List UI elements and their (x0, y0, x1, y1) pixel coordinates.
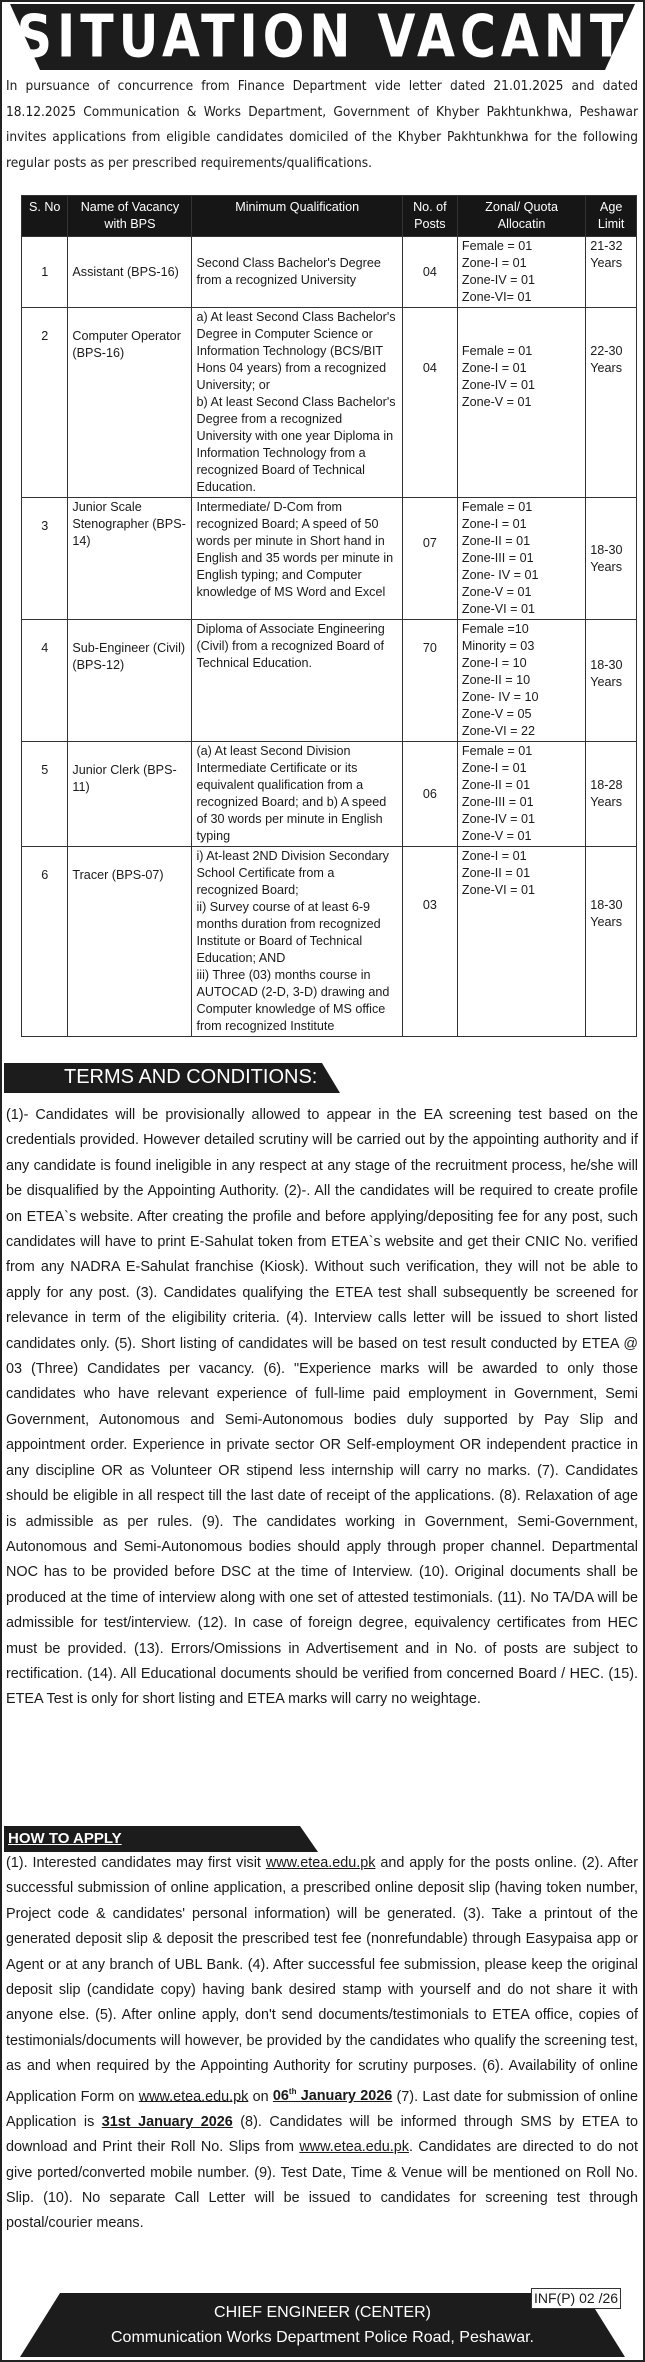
apply-text-part: (1). Interested candidates may first visit (6, 1855, 266, 1871)
cell-name: Junior Clerk (BPS-11) (68, 742, 192, 847)
table-row (22, 742, 637, 847)
cell-age: 21-32 Years (586, 237, 637, 308)
col-header-qualification: Minimum Qualification (192, 196, 402, 237)
col-header-zones: Zonal/ Quota Allocatin (457, 196, 585, 237)
cell-zones: Female =10 Minority = 03 Zone-I = 10 Zone-II = 10 Zone- IV = 10 Zone-V = 05 Zone-VI = 22 (457, 620, 585, 742)
cell-sno: 2 (22, 308, 68, 498)
cell-sno: 4 (22, 620, 68, 742)
col-header-sno: S. No (22, 196, 68, 237)
cell-zones: Female = 01 Zone-I = 01 Zone-IV = 01 Zone-VI= 01 (457, 237, 585, 308)
cell-posts: 07 (402, 498, 457, 620)
apply-heading: HOW TO APPLY (8, 1830, 122, 1847)
table-row (22, 620, 637, 742)
cell-qualification: a) At least Second Class Bachelor's Degree in Computer Science or Information Technology (BCS/BIT Hons 04 years) from a recognized University; or b) At least Second Class Bachelor's Degree from a recognized University with one year Diploma in Information Technology from a recognized Board of Technical Education. (192, 308, 402, 498)
cell-age: 18-30 Years (586, 498, 637, 620)
cell-posts: 04 (402, 237, 457, 308)
opening-date (273, 2088, 392, 2104)
cell-name: Tracer (BPS-07) (68, 847, 192, 1037)
cell-name: Computer Operator (BPS-16) (68, 308, 192, 498)
opening-date-month: January 2026 (296, 2088, 393, 2105)
header-banner (10, 4, 635, 70)
cell-age: 18-28 Years (586, 742, 637, 847)
cell-zones: Zone-I = 01 Zone-II = 01 Zone-VI = 01 (457, 847, 585, 1037)
terms-heading: TERMS AND CONDITIONS: (64, 1066, 318, 1088)
apply-text (6, 1851, 638, 2237)
cell-age: 18-30 Years (586, 620, 637, 742)
apply-text-part: (8). Candidates will be informed through SMS by ETEA to download and Print their Roll No. Slips from (6, 2113, 639, 2156)
cell-qualification: Diploma of Associate Engineering (Civil) from a recognized Board of Technical Education. (192, 620, 402, 742)
cell-qualification: i) At-least 2ND Division Secondary School Certificate from a recognized Board; ii) Survey course of at least 6-9 months duration from recognized Institute or Board of Technical Education; AND iii) Three (03) months course in AUTOCAD (2-D, 3-D) drawing and Computer knowledge of MS office from recognized Institute (192, 847, 402, 1037)
col-header-name: Name of Vacancy with BPS (68, 196, 192, 237)
terms-heading-banner (4, 1063, 344, 1093)
cell-zones: Female = 01 Zone-I = 01 Zone-IV = 01 Zone-V = 01 (457, 308, 585, 498)
opening-date-day: 06 (272, 2088, 289, 2105)
apply-text-part: . Candidates are directed to do not give ported/converted mobile number. (9). Test Date, Time & Venue will be mentioned on Roll No. Slip. (10). No separate Call Letter will be issued to candidates for screening test through postal/courier means. (6, 2139, 638, 2232)
cell-sno: 1 (22, 237, 68, 308)
cell-zones: Female = 01 Zone-I = 01 Zone-II = 01 Zone-III = 01 Zone- IV = 01 Zone-V = 01 Zone-VI = 01 (457, 498, 585, 620)
table-header-row (22, 196, 637, 237)
cell-age: 22-30 Years (586, 308, 637, 498)
cell-sno: 6 (22, 847, 68, 1037)
cell-sno: 5 (22, 742, 68, 847)
page-title: SITUATION VACANT (16, 2, 629, 71)
cell-posts: 70 (402, 620, 457, 742)
last-date: 31st January 2026 (101, 2113, 233, 2130)
terms-text: (1)- Candidates will be provisionally allowed to appear in the EA screening test based on the credentials provided. However detailed scrutiny will be carried out by the appointing authority and if any candidate is found ineligible in any respect at any stage of the recruitment process, he/she will be disqualified by the Appointing Authority. (2)-. All the candidates will be required to create profile on ETEA`s website. After creating the profile and before applying/depositing fee for any post, such candidates will have to print E-Sahulat token from ETEA`s website and get their CNIC No. verified from any NADRA E-Sahulat franchise (Kiosk). Without such verification, they will not be able to apply for any post. (3). Candidates qualifying the ETEA test shall subsequently be screened for relevance in term of the eligibility criteria. (4). Interview calls letter will be issued to short listed candidates only. (5). Short listing of candidates will be based on test result conducted by ETEA @ 03 (Three) Candidates per vacancy. (6). "Experience marks will be awarded to only those candidates who have relevant experience of full-lime paid employment in Government, Semi Government, Autonomous and Semi-Autonomous bodies duly supported by Pay Slip and appointment order. Experience in private sector OR Self-employment OR independent practice in any discipline OR as Volunteer OR stipend less internship will carry no marks. (7). Candidates should be eligible in all respect till the last date of receipt of the applications. (8). Relaxation of age is admissible as per rules. (9). The candidates working in Government, Semi-Government, Autonomous and Semi-Autonomous bodies should apply through proper channel. Departmental NOC has to be provided before DSC at the time of Interview. (10). Original documents shall be produced at the time of interview along with one set of attested testimonials. (11). No TA/DA will be admissible for test/interview. (12). In case of foreign degree, equivalency certificates from HEC must be provided. (13). Errors/Omissions in Advertisement and in No. of posts are subject to rectification. (14). All Educational documents should be verified from concerned Board / HEC. (15). ETEA Test is only for short listing and ETEA marks will carry no weightage. (6, 1107, 638, 1708)
cell-posts: 03 (402, 847, 457, 1037)
table-row (22, 847, 637, 1037)
cell-sno: 3 (22, 498, 68, 620)
cell-qualification: Intermediate/ D-Com from recognized Board; A speed of 50 words per minute in Short hand in English and 35 words per minute in English typing; and Computer knowledge of MS Word and Excel (192, 498, 402, 620)
cell-qualification: (a) At least Second Division Intermediate Certificate or its equivalent qualification from a recognized Board; and b) A speed of 30 words per minute in English typing (192, 742, 402, 847)
etea-link[interactable]: www.etea.edu.pk (299, 2139, 409, 2156)
intro-paragraph: In pursuance of concurrence from Finance Department vide letter dated 21.01.2025 and dated 18.12.2025 Communication & Works Department, Government of Khyber Pakhtunkhwa, Peshawar invites applications from eligible candidates domiciled of the Khyber Pakhtunkhwa for the following regular posts as per prescribed requirements/qualifications. (6, 78, 638, 171)
table-row (22, 237, 637, 308)
apply-text-part: (7). Last date for submission of online Application is (6, 2088, 638, 2130)
apply-text-part: and apply for the posts online. (2). After successful submission of online application, a prescribed online deposit slip (having token number, Project code & candidates' personal information) will be generated. (3). Take a printout of the generated deposit slip & deposit the prescribed test fee (nonrefundable) through Easypaisa app or Agent or at any branch of UBL Bank. (4). After successful fee submission, please keep the original deposit slip (candidate copy) having bank desired stamp with yourself and do not share it with anyone else. (5). After online apply, don't send documents/testimonials to ETEA office, copies of testimonials/documents will however, be provided by the candidates who qualify the screening test, as and when required by the Appointing Authority for scrutiny purposes. (6). Availability of online Application Form on (6, 1855, 638, 2105)
cell-name: Sub-Engineer (Civil) (BPS-12) (68, 620, 192, 742)
cell-age: 18-30 Years (586, 847, 637, 1037)
table-row (22, 308, 637, 498)
cell-posts: 04 (402, 308, 457, 498)
etea-link[interactable]: www.etea.edu.pk (138, 2088, 249, 2105)
etea-link[interactable]: www.etea.edu.pk (265, 1855, 376, 1871)
cell-qualification: Second Class Bachelor's Degree from a recognized University (192, 237, 402, 308)
opening-date-suffix: th (288, 2087, 297, 2097)
apply-heading-banner (4, 1826, 324, 1852)
col-header-age: Age Limit (586, 196, 637, 237)
vacancy-table (21, 195, 637, 1037)
cell-posts: 06 (402, 742, 457, 847)
cell-zones: Female = 01 Zone-I = 01 Zone-II = 01 Zone-III = 01 Zone-IV = 01 Zone-V = 01 (457, 742, 585, 847)
table-row (22, 498, 637, 620)
footer-address: Communication Works Department Police Road, Peshawar. (111, 2329, 534, 2346)
footer-authority: CHIEF ENGINEER (CENTER) (214, 2304, 431, 2321)
cell-name: Assistant (BPS-16) (68, 237, 192, 308)
col-header-posts: No. of Posts (402, 196, 457, 237)
reference-number: INF(P) 02 /26 (531, 2288, 621, 2309)
apply-text-part: on (248, 2088, 273, 2105)
cell-name: Junior Scale Stenographer (BPS-14) (68, 498, 192, 620)
